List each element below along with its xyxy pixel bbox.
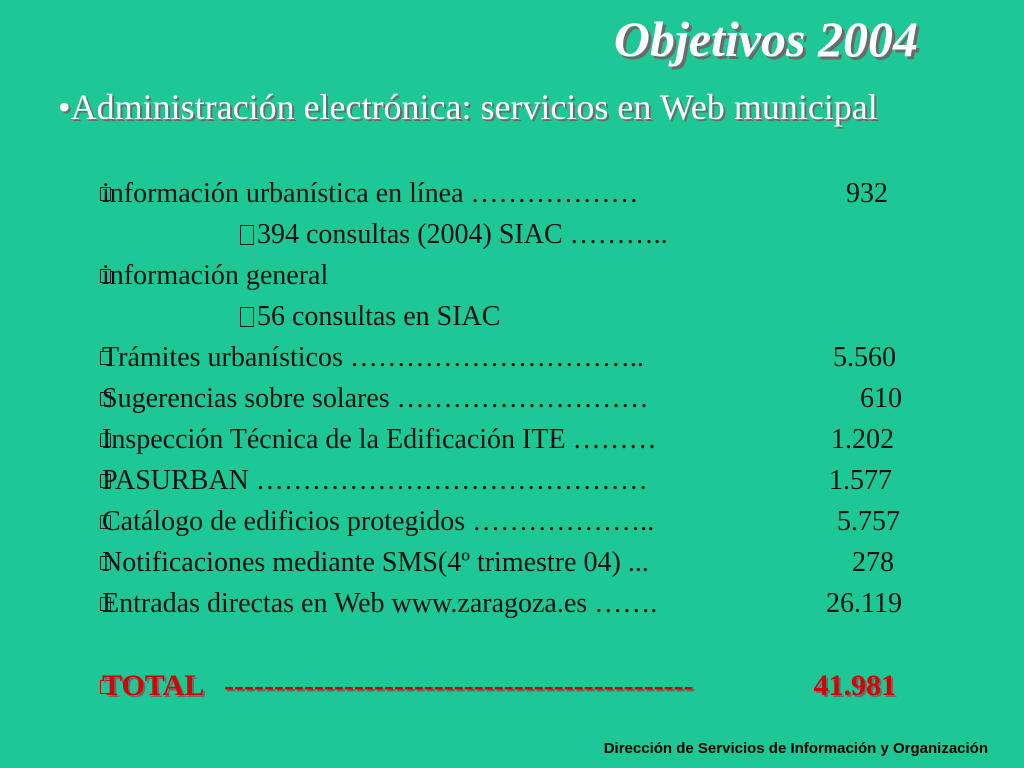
list-item	[100, 463, 900, 499]
item-label: Sugerencias sobre solares ………………………	[102, 383, 649, 414]
item-label: información general	[102, 260, 329, 291]
item-label: Catálogo de edificios protegidos ………………..	[102, 506, 655, 537]
total-row	[100, 666, 896, 706]
slide-title: Objetivos 2004	[613, 11, 918, 67]
list-item	[100, 545, 900, 581]
item-label: Trámites urbanísticos …………………………..	[102, 342, 644, 373]
list-item	[100, 340, 900, 376]
checkbox-icon	[240, 225, 254, 245]
item-label: Notificaciones mediante SMS(4º trimestre 04) ...	[102, 547, 649, 578]
list-item	[100, 176, 900, 212]
list-item	[240, 299, 840, 335]
slide-subtitle: •Administración electrónica: servicios en Web municipal	[58, 87, 878, 127]
list-item	[100, 586, 902, 622]
list-item	[240, 217, 840, 253]
list-item	[100, 504, 900, 540]
item-value: 5.560	[833, 342, 896, 373]
list-item	[100, 381, 902, 417]
item-label: 56 consultas en SIAC	[257, 301, 501, 332]
total-dashes: -----------------------------------------------	[224, 669, 694, 702]
total-label: TOTAL	[102, 669, 205, 702]
item-value: 5.757	[837, 506, 900, 537]
item-value: 610	[860, 383, 902, 414]
item-label: Inspección Técnica de la Edificación ITE ………	[102, 424, 657, 455]
total-value: 41.981	[813, 669, 896, 702]
checkbox-icon	[240, 307, 254, 327]
item-value: 26.119	[826, 588, 902, 619]
item-value: 1.577	[829, 465, 892, 496]
item-label: 394 consultas (2004) SIAC ………..	[257, 219, 668, 250]
item-value: 278	[852, 547, 894, 578]
list-item	[100, 258, 900, 294]
item-label: información urbanística en línea ………………	[102, 178, 639, 209]
item-value: 932	[846, 178, 888, 209]
item-label: PASURBAN ……………………………………	[102, 465, 648, 496]
item-value: 1.202	[831, 424, 894, 455]
footer-credit: Dirección de Servicios de Información y Organización	[603, 740, 988, 757]
item-label: Entradas directas en Web www.zaragoza.es …….	[102, 588, 658, 619]
list-item	[100, 422, 900, 458]
